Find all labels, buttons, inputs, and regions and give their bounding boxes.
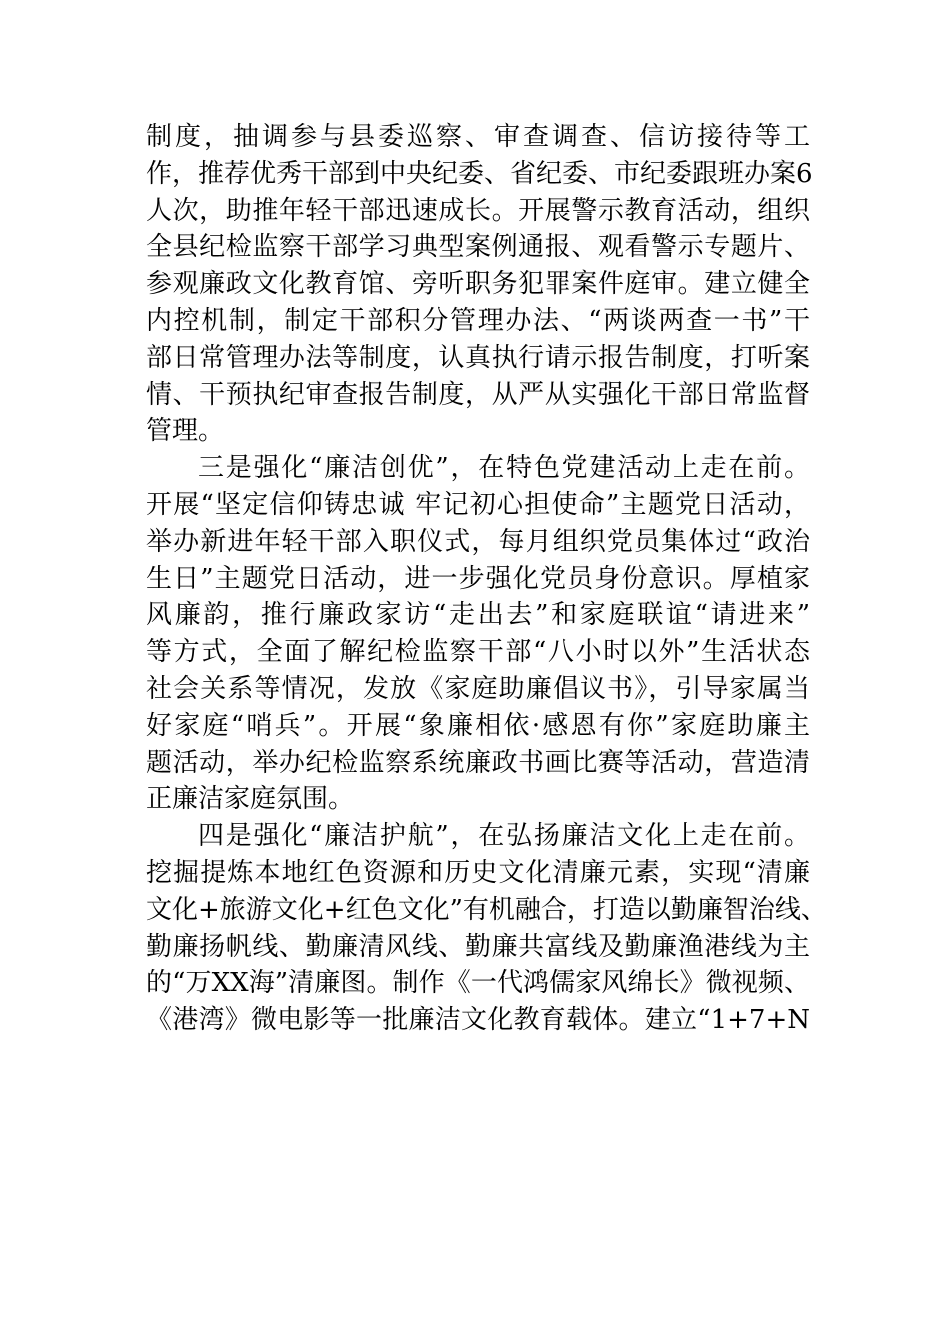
paragraph-2-line-4: 生日”主题党日活动，进一步强化党员身份意识。厚植家 (146, 563, 810, 594)
body-text (146, 119, 827, 1039)
paragraph-3-line-5: 的“万XX海”清廉图。制作《一代鸿儒家风绵长》微视频、 (146, 968, 810, 999)
paragraph-1-line-4: 全县纪检监察干部学习典型案例通报、观看警示专题片、 (146, 232, 810, 263)
paragraph-2-line-8: 好家庭“哨兵”。开展“象廉相依·感恩有你”家庭助廉主 (146, 710, 810, 741)
paragraph-2-line-6: 等方式，全面了解纪检监察干部“八小时以外”生活状态 (146, 637, 810, 668)
paragraph-2-line-7: 社会关系等情况，发放《家庭助廉倡议书》，引导家属当 (146, 673, 810, 704)
paragraph-1-line-8: 情、干预执纪审查报告制度，从严从实强化干部日常监督 (146, 379, 810, 410)
paragraph-2-line-5: 风廉韵，推行廉政家访“走出去”和家庭联谊“请进来” (146, 600, 810, 631)
paragraph-1-line-2: 作，推荐优秀干部到中央纪委、省纪委、市纪委跟班办案6 (146, 158, 813, 189)
paragraph-3-line-6: 《港湾》微电影等一批廉洁文化教育载体。建立“1+7+N (146, 1005, 810, 1036)
paragraph-1-line-6: 内控机制，制定干部积分管理办法、“两谈两查一书”干 (146, 305, 810, 336)
paragraph-1-line-9: 管理。 (146, 416, 225, 447)
paragraph-2-line-9: 题活动，举办纪检监察系统廉政书画比赛等活动，营造清 (146, 747, 810, 778)
paragraph-1-line-1: 制度，抽调参与县委巡察、审查调查、信访接待等工 (146, 122, 810, 152)
paragraph-2-line-3: 举办新进年轻干部入职仪式，每月组织党员集体过“政治 (146, 526, 810, 557)
paragraph-3-line-3: 文化+旅游文化+红色文化”有机融合，打造以勤廉智治线、 (146, 894, 827, 925)
paragraph-1-line-5: 参观廉政文化教育馆、旁听职务犯罪案件庭审。建立健全 (146, 269, 810, 300)
paragraph-1-line-3: 人次，助推年轻干部迅速成长。开展警示教育活动，组织 (146, 195, 810, 226)
paragraph-2-line-1: 三是强化“廉洁创优”，在特色党建活动上走在前。 (198, 453, 810, 484)
paragraph-3-line-2: 挖掘提炼本地红色资源和历史文化清廉元素，实现“清廉 (146, 857, 810, 888)
paragraph-3-line-4: 勤廉扬帆线、勤廉清风线、勤廉共富线及勤廉渔港线为主 (146, 931, 810, 962)
paragraph-1-line-7: 部日常管理办法等制度，认真执行请示报告制度，打听案 (146, 342, 810, 373)
paragraph-3-line-1: 四是强化“廉洁护航”，在弘扬廉洁文化上走在前。 (198, 821, 810, 852)
paragraph-2-line-2: 开展“坚定信仰铸忠诚 牢记初心担使命”主题党日活动， (146, 489, 810, 520)
paragraph-2-line-10: 正廉洁家庭氛围。 (146, 784, 355, 815)
